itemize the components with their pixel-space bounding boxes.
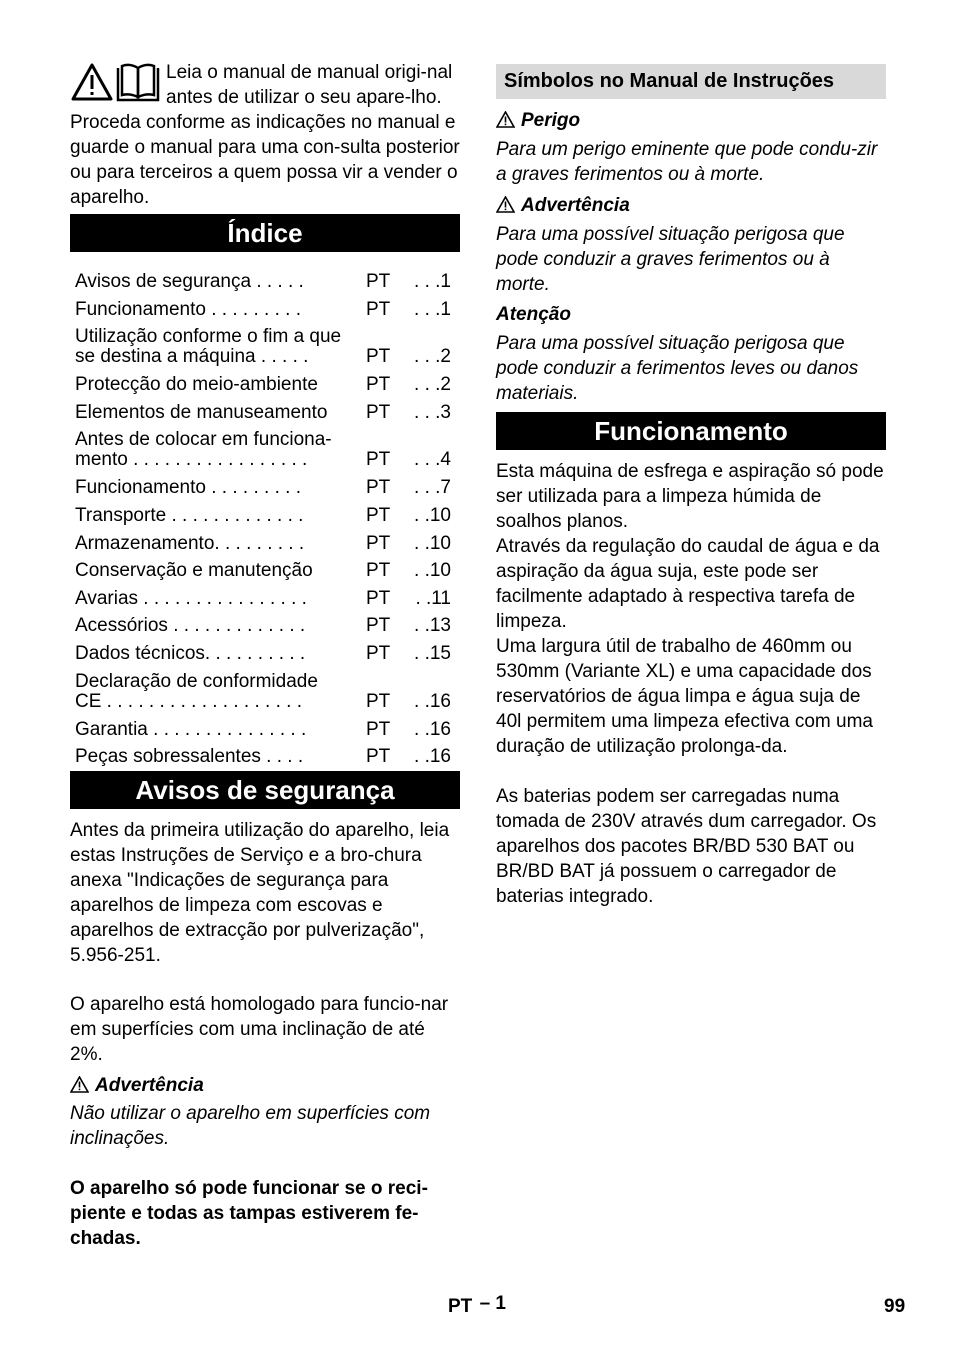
toc-entry-title-continued: mento . . . . . . . . . . . . . . . . . bbox=[75, 450, 308, 471]
safety-bold-note: O aparelho só pode funcionar se o reci-piente e todas as tampas estiverem fe-chadas. bbox=[70, 1178, 428, 1249]
danger-text: Para um perigo eminente que pode condu-zir a graves ferimentos ou à morte. bbox=[496, 139, 878, 185]
toc-entry bbox=[70, 639, 460, 667]
operation-heading: Funcionamento bbox=[496, 412, 886, 450]
toc-entry-page: . . .1 bbox=[414, 298, 451, 320]
toc-entry-page: . .16 bbox=[414, 690, 451, 712]
toc-entry-lang: PT bbox=[366, 374, 391, 396]
toc-entry bbox=[70, 715, 460, 743]
warning-text: Para uma possível situação perigosa que pode conduzir a graves ferimentos ou à morte. bbox=[496, 224, 845, 295]
warning-icon bbox=[496, 196, 515, 213]
warning-icon bbox=[496, 111, 515, 128]
safety-paragraph-1: Antes da primeira utilização do aparelho, leia estas Instruções de Serviço e a bro-chura anexa "Indicações de segurança para aparelhos de limpeza com escovas e aparelhos de extracção por pulverização", 5.956-251. bbox=[70, 820, 450, 966]
toc-entry-lang: PT bbox=[366, 690, 391, 712]
intro-text: Leia o manual de manual origi-nal antes de utilizar o seu apare-lho. Proceda conforme as indicações no manual e guarde o manual para uma con-sulta posterior ou para terceiros a quem possa vir a vender o aparelho. bbox=[70, 62, 460, 208]
toc-entry-title: Avarias . . . . . . . . . . . . . . . . bbox=[75, 588, 307, 609]
toc-entry-title: Declaração de conformidade bbox=[75, 671, 318, 692]
toc-entry bbox=[70, 295, 460, 323]
toc-entry bbox=[70, 370, 460, 398]
toc-entry-title: Elementos de manuseamento bbox=[75, 402, 328, 423]
toc-entry-page: . .16 bbox=[414, 718, 451, 740]
caution-text: Para uma possível situação perigosa que pode conduzir a ferimentos leves ou danos materiais. bbox=[496, 333, 859, 404]
toc-entry-page: . . .2 bbox=[414, 374, 451, 396]
toc-entry-page: . . .3 bbox=[414, 401, 451, 423]
toc-entry-title: Peças sobressalentes . . . . bbox=[75, 747, 304, 768]
toc-entry-lang: PT bbox=[366, 587, 391, 609]
warning-label bbox=[496, 193, 886, 218]
toc-entry-page: . .10 bbox=[414, 532, 451, 554]
toc-entry bbox=[70, 322, 460, 370]
toc-entry-page: . . .2 bbox=[414, 346, 451, 368]
operation-paragraph-4: As baterias podem ser carregadas numa tomada de 230V através dum carregador. Os aparelhos dos pacotes BR/BD 530 BAT ou BR/BD BAT já possuem o carregador de baterias integrado. bbox=[496, 786, 877, 907]
toc-entry-title: Dados técnicos. . . . . . . . . . bbox=[75, 644, 306, 664]
toc-entry-lang: PT bbox=[366, 746, 391, 768]
footer-lang: PT bbox=[448, 1296, 473, 1317]
symbols-heading: Símbolos no Manual de Instruções bbox=[496, 64, 886, 99]
operation-paragraph-2: Através da regulação do caudal de água e da aspiração da água suja, este pode ser facilmente adaptado à respectiva tarefa de limpeza. bbox=[496, 536, 880, 632]
toc-entry bbox=[70, 742, 460, 770]
warning-triangle-icon bbox=[73, 65, 111, 99]
operation-paragraph-1: Esta máquina de esfrega e aspiração só pode ser utilizada para a limpeza húmida de soalhos planos. bbox=[496, 461, 884, 532]
caution-label: Atenção bbox=[496, 304, 571, 325]
toc-entry-page: . . .4 bbox=[414, 449, 451, 471]
toc-entry-lang: PT bbox=[366, 401, 391, 423]
toc-entry-lang: PT bbox=[366, 560, 391, 582]
toc-entry-title: Acessórios . . . . . . . . . . . . . bbox=[75, 616, 306, 637]
toc-entry-lang: PT bbox=[366, 477, 391, 499]
intro-icons bbox=[70, 60, 164, 104]
safety-heading: Avisos de segurança bbox=[70, 771, 460, 809]
toc-entry-title: Funcionamento . . . . . . . . . bbox=[75, 478, 301, 499]
footer-section-page: – 1 bbox=[479, 1293, 506, 1314]
toc-entry-page: . .16 bbox=[414, 746, 451, 768]
toc-entry bbox=[70, 584, 460, 612]
toc-entry-title-continued: se destina a máquina . . . . . bbox=[75, 347, 309, 368]
toc-entry bbox=[70, 556, 460, 584]
safety-paragraph-2: O aparelho está homologado para funcio-nar em superfícies com uma inclinação de até 2%. bbox=[70, 994, 449, 1065]
toc-entry-title: Garantia . . . . . . . . . . . . . . . bbox=[75, 719, 307, 740]
toc-entry-lang: PT bbox=[366, 346, 391, 368]
index-heading: Índice bbox=[70, 214, 460, 252]
toc-entry-page: . .10 bbox=[414, 560, 451, 582]
toc-entry bbox=[70, 529, 460, 557]
toc-entry-page: . . .1 bbox=[414, 271, 451, 292]
toc-entry bbox=[70, 667, 460, 715]
toc-entry-lang: PT bbox=[366, 615, 391, 637]
toc-entry-lang: PT bbox=[366, 505, 391, 526]
toc-entry-lang: PT bbox=[366, 718, 391, 740]
toc-entry-lang: PT bbox=[366, 298, 391, 320]
toc-entry-title: Antes de colocar em funciona- bbox=[75, 430, 332, 451]
toc-entry-lang: PT bbox=[366, 271, 391, 292]
toc-entry-title: Conservação e manutenção bbox=[75, 561, 313, 582]
toc-entry bbox=[70, 611, 460, 639]
manual-book-icon bbox=[118, 65, 158, 100]
toc-entry bbox=[70, 398, 460, 426]
toc-entry-lang: PT bbox=[366, 449, 391, 471]
safety-warning-label bbox=[70, 1073, 460, 1098]
warning-label-text: Advertência bbox=[521, 195, 630, 216]
danger-label bbox=[496, 108, 886, 133]
warning-icon bbox=[70, 1076, 89, 1093]
toc-entry-page: . .10 bbox=[414, 505, 451, 526]
toc-entry-title-continued: CE . . . . . . . . . . . . . . . . . . . bbox=[75, 691, 302, 712]
safety-warning-text: Não utilizar o aparelho em superfícies com inclinações. bbox=[70, 1103, 431, 1149]
toc-entry bbox=[70, 473, 460, 501]
toc-entry bbox=[70, 425, 460, 473]
toc-entry-page: . .11 bbox=[415, 587, 451, 609]
toc-entry-page: . . .7 bbox=[414, 477, 451, 499]
toc-entry-title: Utilização conforme o fim a que bbox=[75, 327, 342, 348]
toc-entry-lang: PT bbox=[366, 643, 391, 664]
toc-entry-title: Funcionamento . . . . . . . . . bbox=[75, 299, 301, 320]
danger-label-text: Perigo bbox=[521, 110, 581, 131]
toc-entry-page: . .15 bbox=[414, 643, 451, 664]
toc-entry-title: Armazenamento. . . . . . . . . bbox=[75, 533, 305, 554]
page-number: 99 bbox=[884, 1296, 906, 1317]
toc-entry bbox=[70, 501, 460, 529]
safety-warning-label-text: Advertência bbox=[95, 1075, 204, 1096]
intro-block bbox=[70, 60, 460, 210]
footer-section bbox=[448, 1293, 506, 1318]
toc-entry-title: Transporte . . . . . . . . . . . . . bbox=[75, 506, 304, 526]
toc-entry-title: Avisos de segurança . . . . . bbox=[75, 272, 304, 292]
toc-entry-lang: PT bbox=[366, 532, 391, 554]
toc-entry bbox=[70, 267, 460, 295]
toc-entry-title: Protecção do meio-ambiente bbox=[75, 375, 318, 396]
toc-entry-page: . .13 bbox=[414, 615, 451, 637]
operation-paragraph-3: Uma largura útil de trabalho de 460mm ou 530mm (Variante XL) e uma capacidade dos reservatórios de água limpa e água suja de 40l permitem uma limpeza efectiva com uma duração de utilização prolonga-da. bbox=[496, 636, 873, 757]
